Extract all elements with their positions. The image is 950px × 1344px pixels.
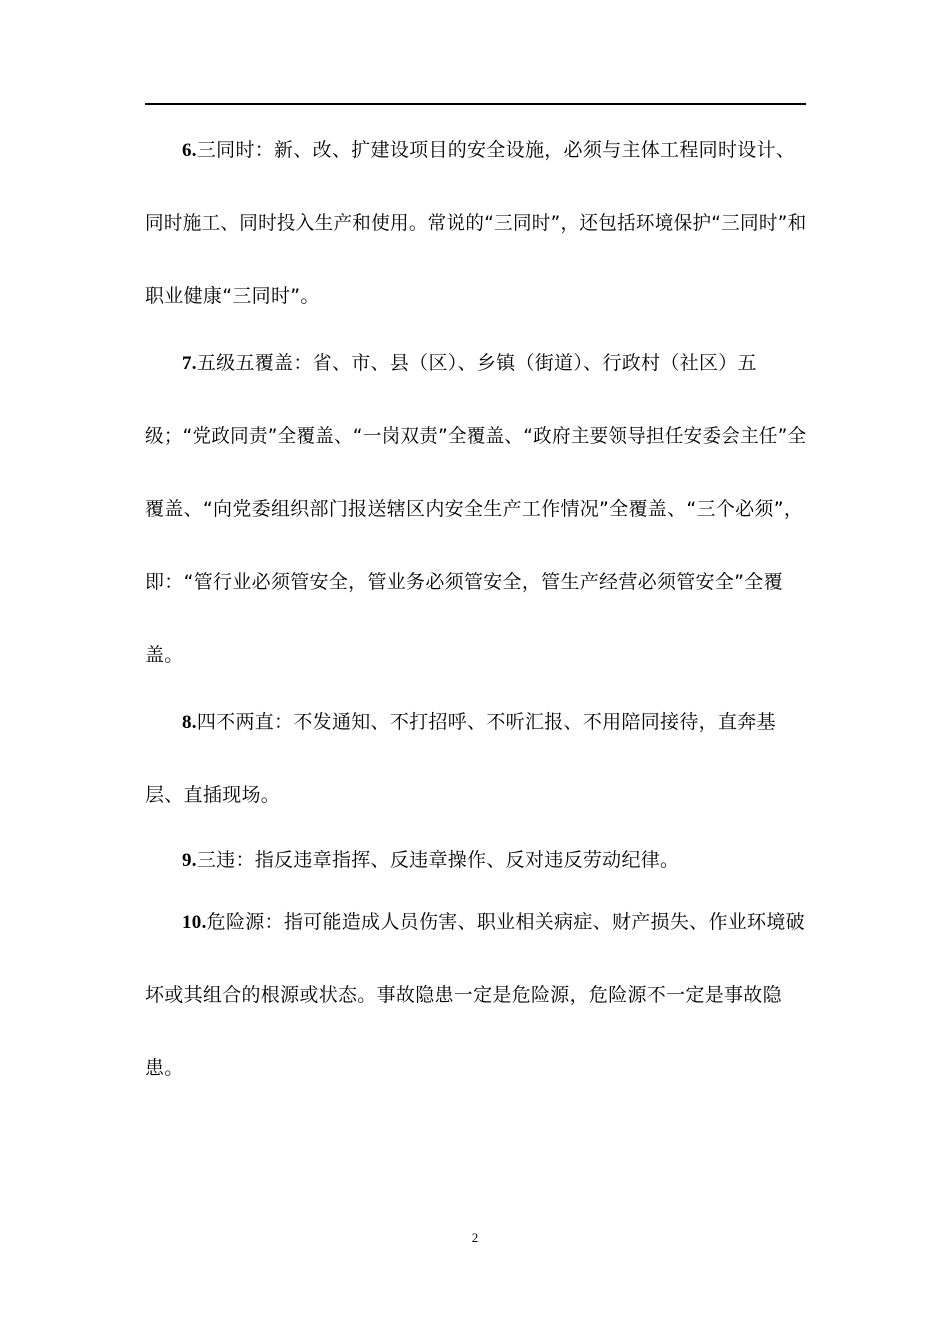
paragraph-text-line: 职业健康“三同时”。 xyxy=(145,285,320,307)
paragraph-number: 7. xyxy=(182,353,197,374)
paragraph-text-line: 盖。 xyxy=(145,644,184,666)
paragraph-number: 10. xyxy=(182,912,207,933)
paragraph-text-line: 三违：指反违章指挥、反违章操作、反对违反劳动纪律。 xyxy=(196,849,680,871)
paragraph-text-line: 级；“党政同责”全覆盖、“一岗双责”全覆盖、“政府主要领导担任安委会主任”全 xyxy=(145,425,807,447)
paragraph-number: 9. xyxy=(182,850,197,871)
paragraph-text-line: 层、直插现场。 xyxy=(145,784,281,806)
paragraph-text-line: 五级五覆盖：省、市、县（区）、乡镇（街道）、行政村（社区）五 xyxy=(196,352,757,374)
paragraph-text-line: 三同时：新、改、扩建设项目的安全设施，必须与主体工程同时设计、 xyxy=(196,139,796,161)
paragraph-text-line: 覆盖、“向党委组织部门报送辖区内安全生产工作情况”全覆盖、“三个必须”， xyxy=(145,498,804,520)
page-number: 2 xyxy=(471,1230,479,1245)
paragraph-text-line: 患。 xyxy=(145,1057,184,1079)
header-rule xyxy=(145,103,806,105)
paragraph-text-line: 同时施工、同时投入生产和使用。常说的“三同时”，还包括环境保护“三同时”和 xyxy=(145,212,807,234)
paragraph-text-line: 坏或其组合的根源或状态。事故隐患一定是危险源，危险源不一定是事故隐 xyxy=(145,984,782,1006)
paragraph-text-line: 即：“管行业必须管安全，管业务必须管安全，管生产经营必须管安全”全覆 xyxy=(145,571,783,593)
paragraph-number: 6. xyxy=(182,140,197,161)
paragraph-text-line: 危险源：指可能造成人员伤害、职业相关病症、财产损失、作业环境破 xyxy=(206,911,805,933)
paragraph-number: 8. xyxy=(182,712,197,733)
paragraph-text-line: 四不两直：不发通知、不打招呼、不听汇报、不用陪同接待，直奔基 xyxy=(196,711,776,733)
